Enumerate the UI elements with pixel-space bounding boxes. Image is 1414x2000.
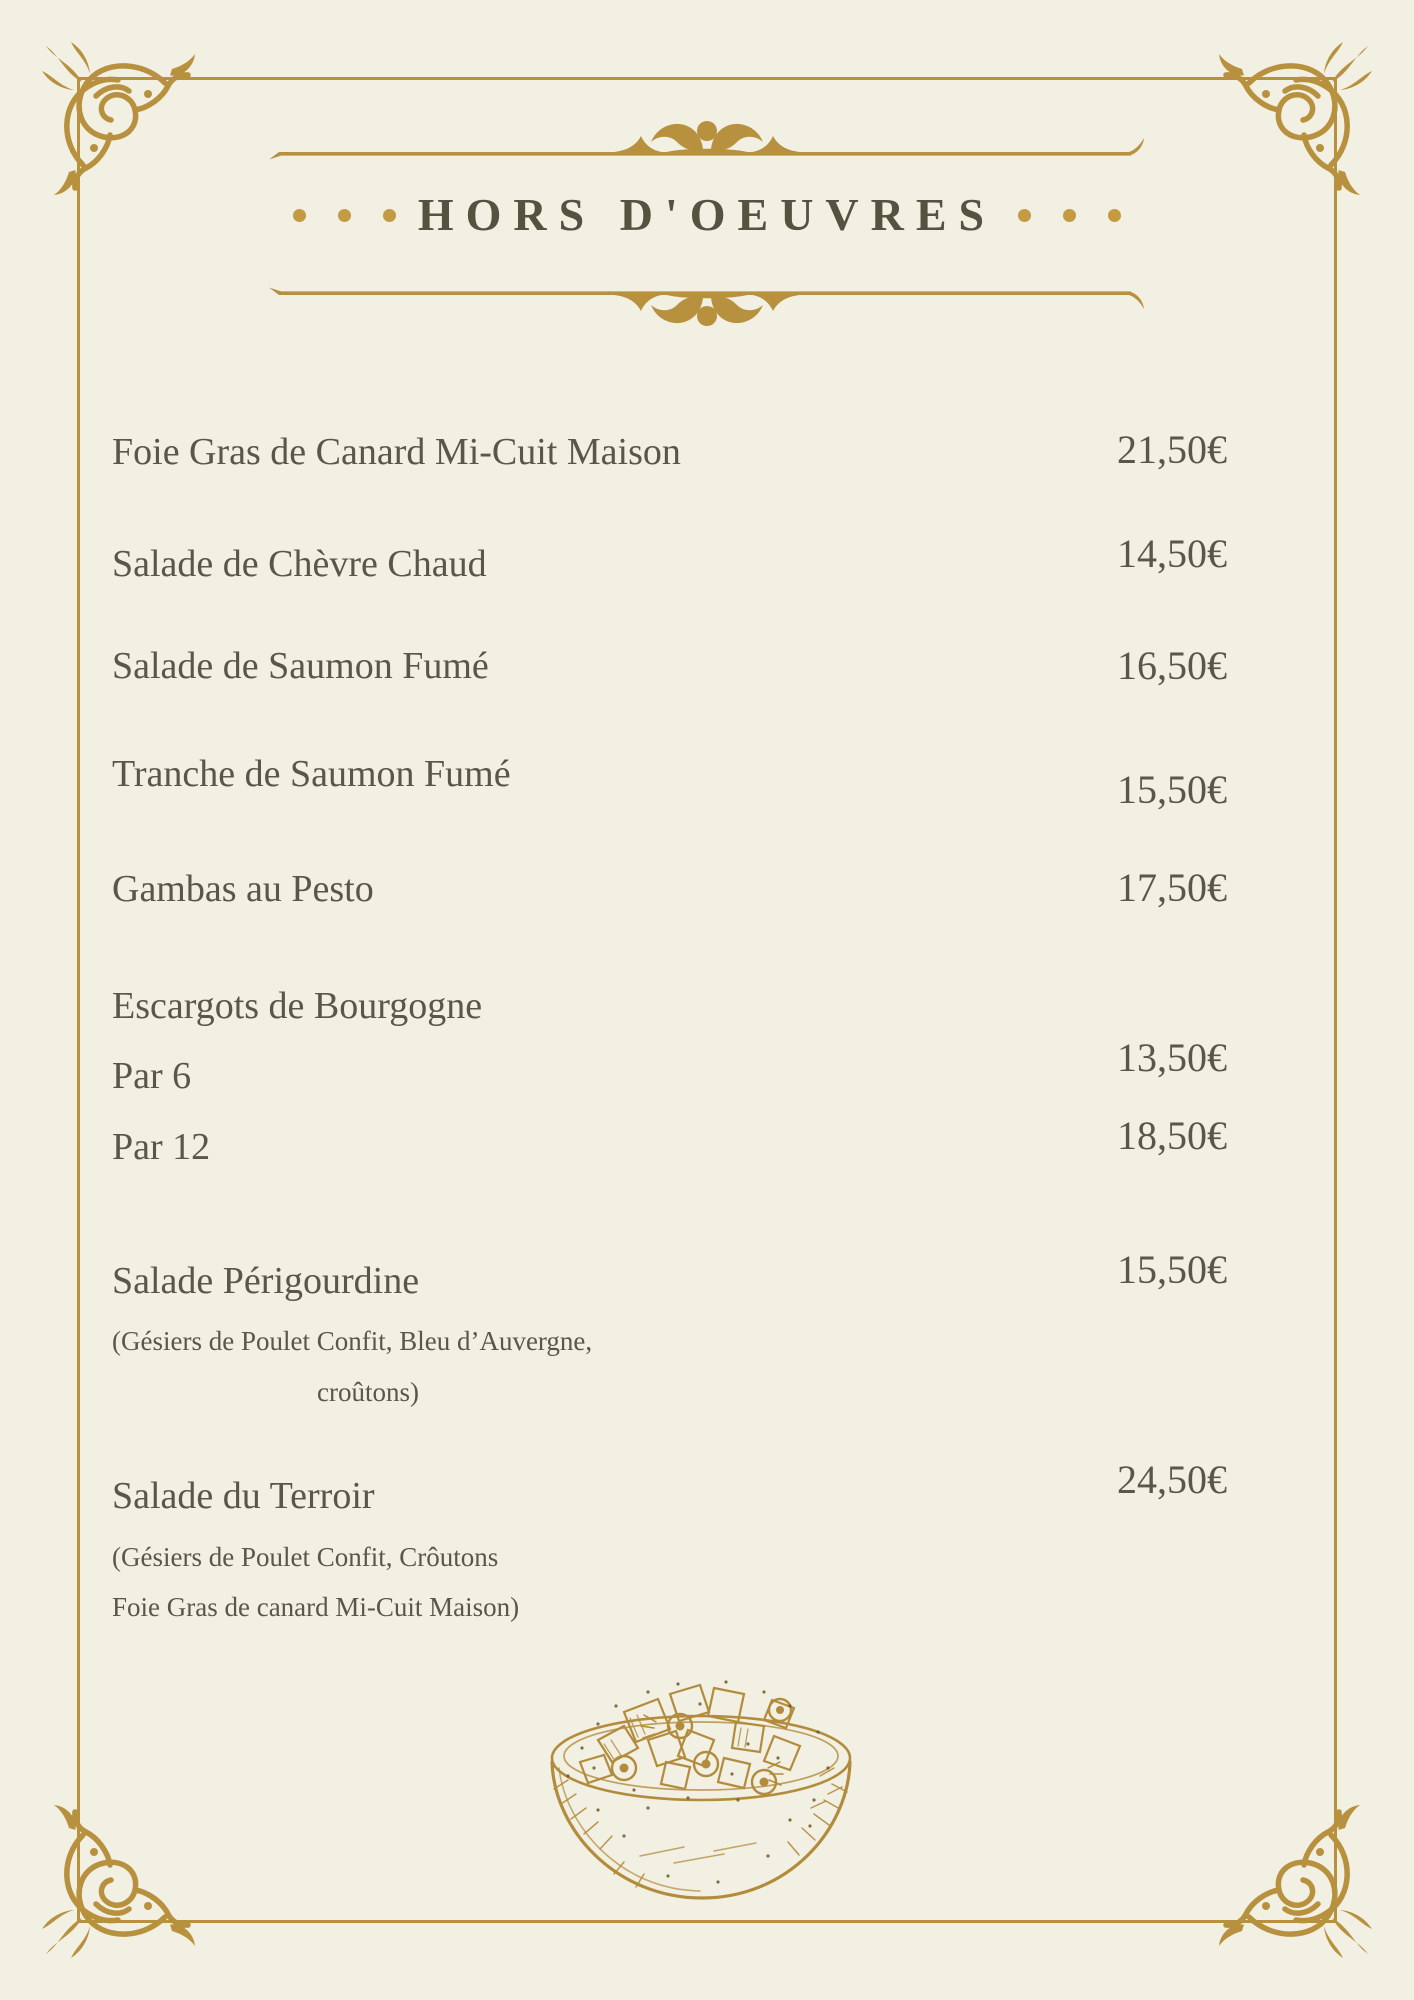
- menu-item-name: Tranche de Saumon Fumé: [112, 753, 511, 795]
- menu-item-name: Salade du Terroir: [112, 1475, 375, 1517]
- menu-variant-label: Par 12: [112, 1126, 211, 1168]
- menu-item-price: 18,50€: [1117, 1113, 1227, 1158]
- menu-item-price: 24,50€: [1117, 1457, 1227, 1502]
- menu-item-name: Foie Gras de Canard Mi-Cuit Maison: [112, 431, 681, 473]
- salad-bowl-illustration: [528, 1648, 876, 1948]
- menu-item-name: Salade Périgourdine: [112, 1260, 420, 1302]
- menu-item-price: 21,50€: [1117, 427, 1227, 472]
- page-title: HORS D'OEUVRES: [417, 189, 997, 240]
- menu-item-description: (Gésiers de Poulet Confit, Crôutons: [112, 1542, 499, 1572]
- menu-item-price: 16,50€: [1117, 643, 1227, 688]
- menu-item-price: 14,50€: [1117, 531, 1227, 576]
- menu-item-price: 15,50€: [1117, 767, 1227, 812]
- menu-item-name: Escargots de Bourgogne: [112, 985, 483, 1027]
- menu-item-name: Salade de Saumon Fumé: [112, 645, 489, 687]
- menu-item-name: Salade de Chèvre Chaud: [112, 543, 487, 585]
- menu-item-name: Gambas au Pesto: [112, 868, 374, 910]
- menu-item-price: 15,50€: [1117, 1247, 1227, 1292]
- menu-item-description: (Gésiers de Poulet Confit, Bleu d’Auvergne,: [112, 1326, 593, 1356]
- menu-item-price: 17,50€: [1117, 865, 1227, 910]
- menu-variant-label: Par 6: [112, 1055, 192, 1097]
- menu-item-description: Foie Gras de canard Mi-Cuit Maison): [112, 1592, 520, 1622]
- menu-item-description: croûtons): [317, 1377, 419, 1407]
- menu-item-price: 13,50€: [1117, 1035, 1227, 1080]
